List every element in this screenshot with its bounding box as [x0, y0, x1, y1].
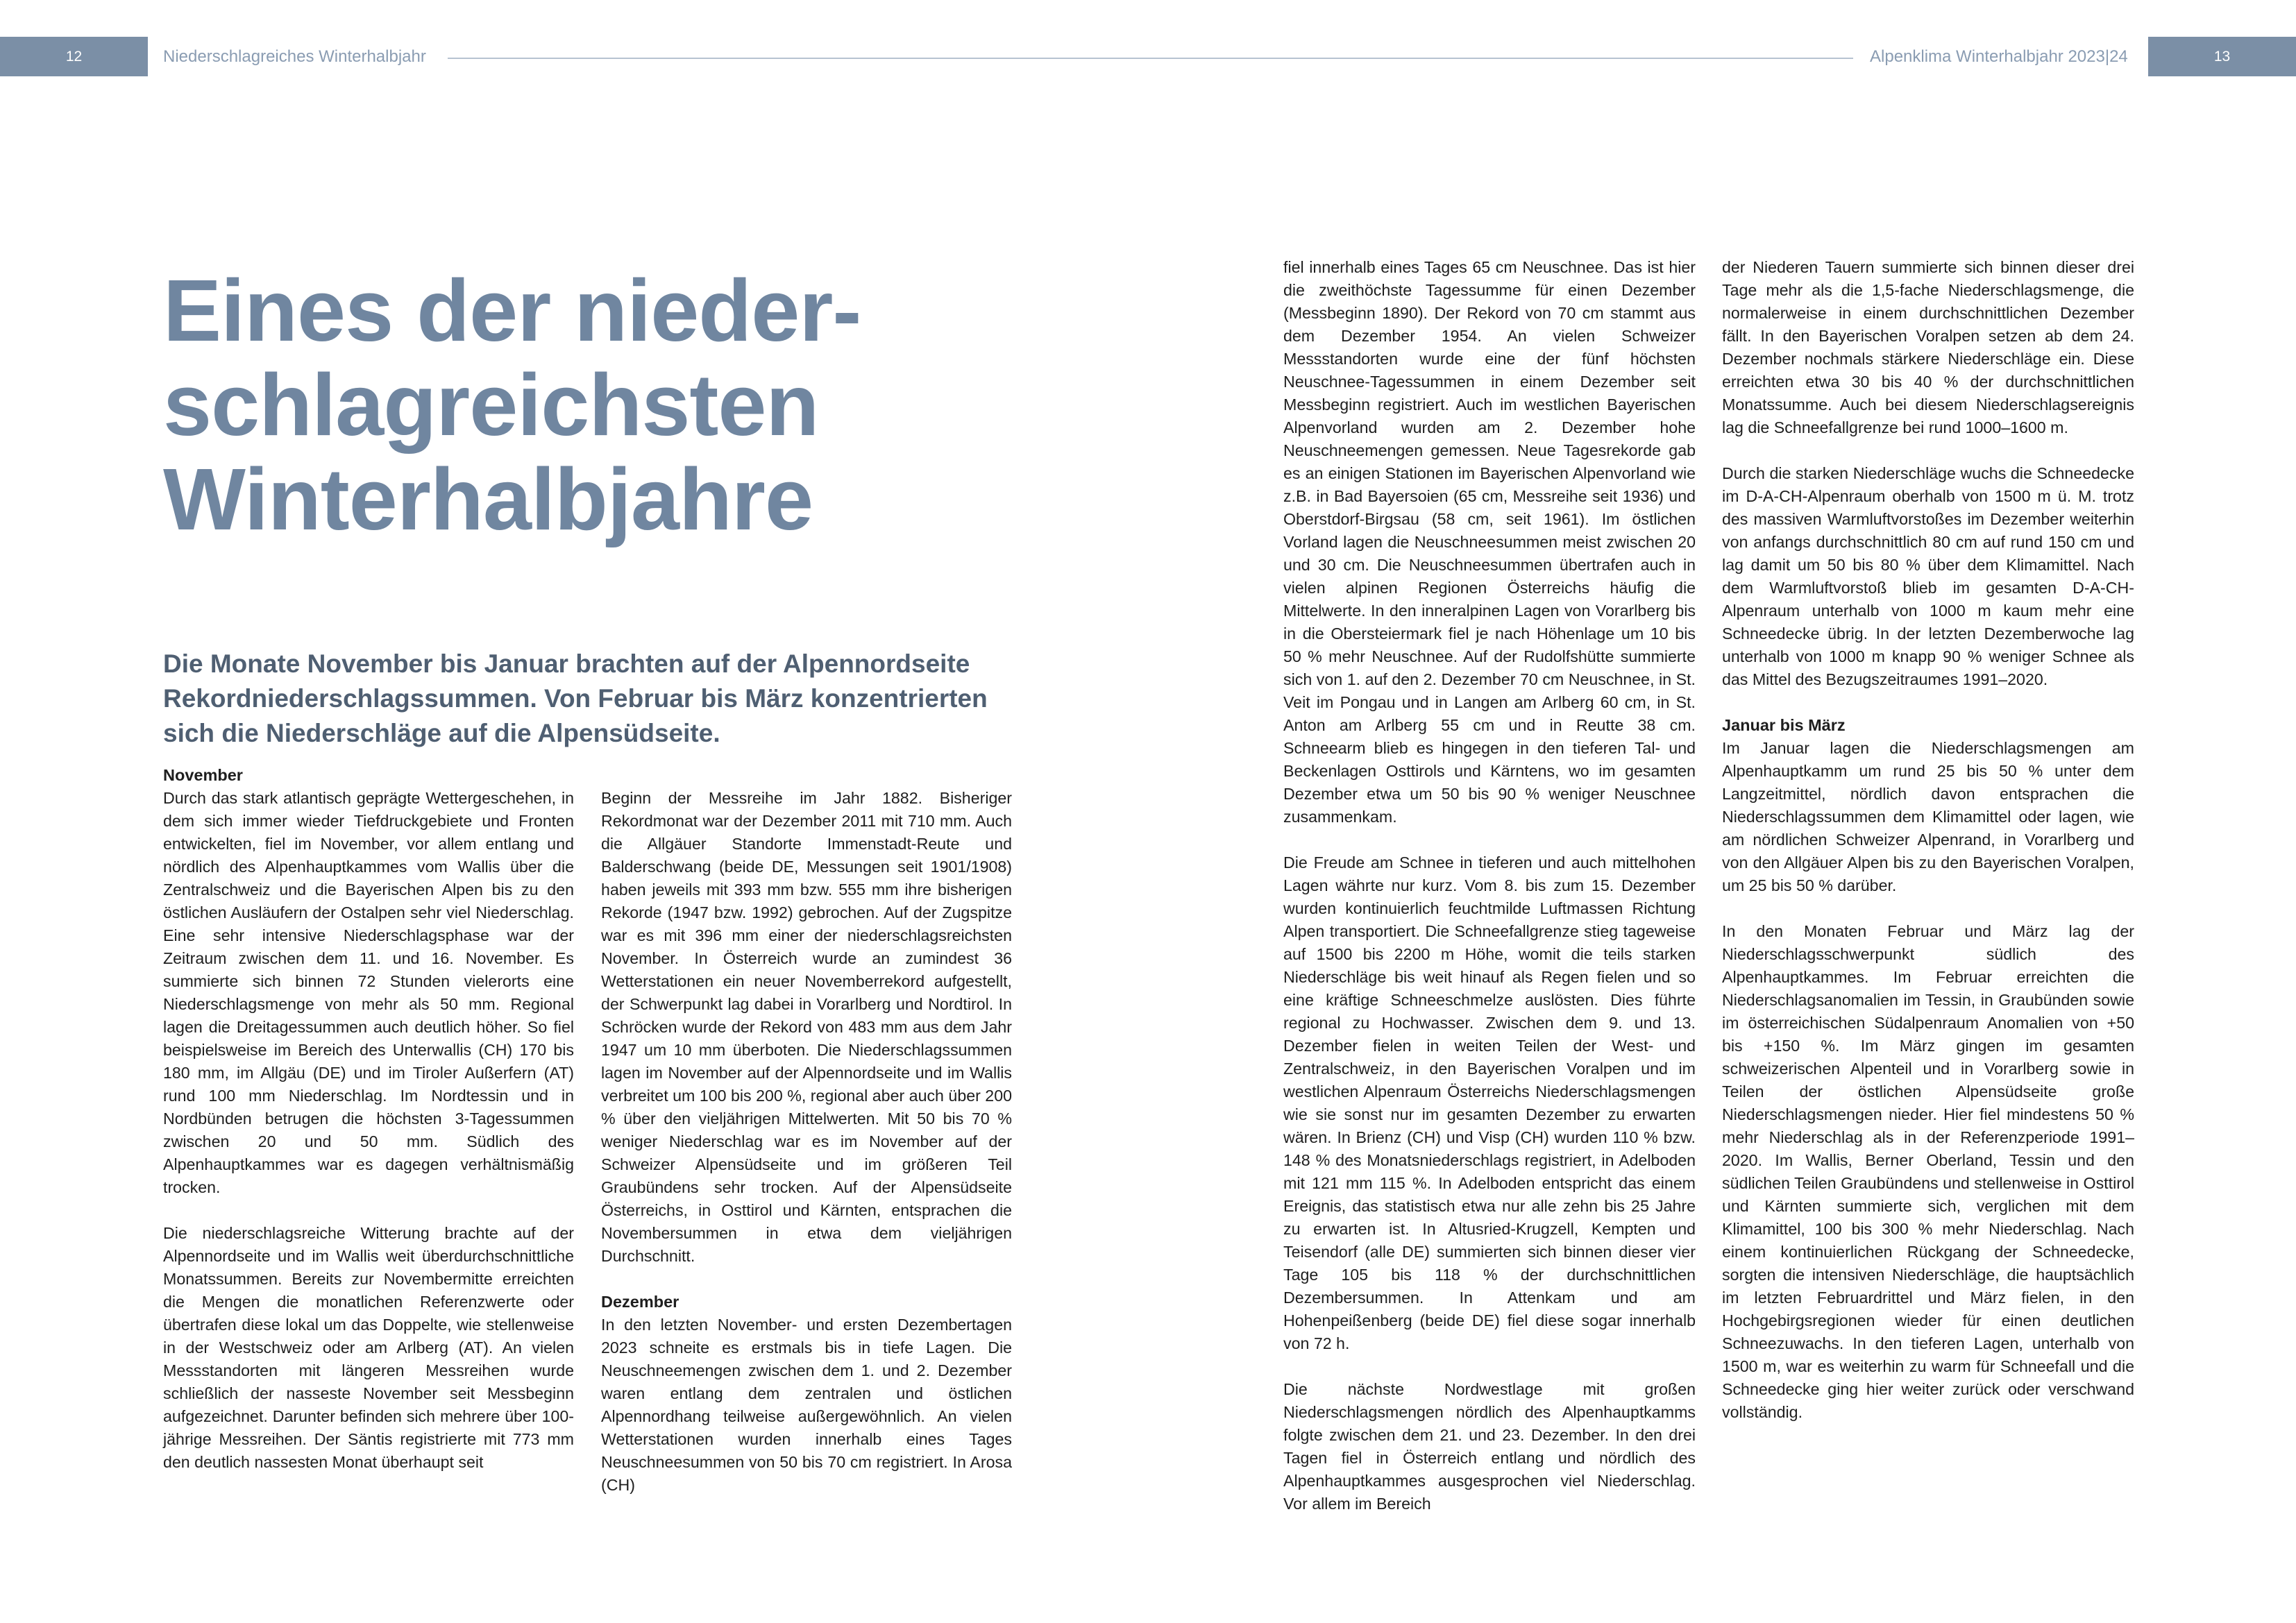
paragraph: In den Monaten Februar und März lag der Niederschlagsschwerpunkt südlich des Alpenhauptkammes. Im Februar erreichten die Niederschlagsanomalien im Tessin, in Graubünden sowie im österreichischen Südalpenraum Anomalien von +50 bis +150 %. Im März gingen im gesamten schweizerischen Alpenteil und in Vorarlberg sowie in Teilen der östlichen Alpensüdseite große Niederschlagsmengen nieder. Hier fiel mindestens 50 % mehr Niederschlag als in der Referenzperiode 1991–2020. Im Wallis, Berner Oberland, Tessin und den südlichen Teilen Graubündens und stellenweise in Osttirol und Kärnten summierte sich, verglichen mit dem Klimamittel, 100 bis 300 % mehr Niederschlag. Nach einem kontinuierlichen Rückgang der Schneedecke, sorgten die intensiven Niederschläge, die hauptsächlich im letzten Februardrittel und März fielen, in den Hochgebirgsregionen wieder für einen deutlichen Schneezuwachs. In den tieferen Lagen, unterhalb von 1500 m, war es weiterhin zu warm für Schneefall und die Schneedecke ging hier weiter zurück oder verschwand vollständig. — [1722, 922, 2134, 1421]
section-heading-november: November — [163, 766, 243, 784]
paragraph: Die niederschlagsreiche Witterung brachte auf der Alpennordseite und im Wallis weit überdurchschnittliche Monatssummen. Bereits zur Novembermitte erreichten die Mengen die monatlichen Referenzwerte oder übertrafen diese lokal um das Doppelte, wie stellenweise in der Westschweiz oder am Arlberg (AT). An vielen Messstandorten mit längeren Messreihen wurde schließlich der nasseste November seit Messbeginn aufgezeichnet. Darunter befinden sich mehrere über 100-jährige Messreihen. Der Säntis registrierte mit 773 mm den deutlich nassesten Monat überhaupt seit — [163, 1224, 574, 1471]
paragraph: Durch die starken Niederschläge wuchs die Schneedecke im D-A-CH-Alpenraum oberhalb von 1500 m ü. M. trotz des massiven Warmluftvorstoßes im Dezember weiterhin von anfangs durchschnittlich 80 cm auf rund 150 cm und lag damit um 50 bis 80 % über dem Klimamittel. Nach dem Warmluftvorstoß blieb im gesamten D-A-CH-Alpenraum unterhalb von 1000 m kaum mehr eine Schneedecke übrig. In der letzten Dezemberwoche lag unterhalb von 1000 m knapp 90 % weniger Schnee als das Mittel des Bezugszeitraumes 1991–2020. — [1722, 464, 2134, 688]
running-header-left: Niederschlagreiches Winterhalbjahr — [163, 47, 426, 66]
paragraph: Im Januar lagen die Niederschlagsmengen am Alpenhauptkamm um rund 25 bis 50 % unter dem Langzeitmittel, nördlich davon entsprachen die Niederschlagssummen dem Klimamittel oder lagen, wie am nördlichen Schweizer Alpenrand, in Vorarlberg und von den Allgäuer Alpen bis zu den Bayerischen Voralpen, um 25 bis 50 % darüber. — [1722, 739, 2134, 894]
lead-paragraph: Die Monate November bis Januar brachten auf der Alpennordseite Rekordniederschlagssummen. Von Februar bis März konzentrierten sich die Niederschläge auf die Alpensüdseite. — [163, 649, 988, 747]
running-header-right: Alpenklima Winterhalbjahr 2023|24 — [1870, 47, 2128, 66]
paragraph: Beginn der Messreihe im Jahr 1882. Bisheriger Rekordmonat war der Dezember 2011 mit 710 mm. Auch die Allgäuer Standorte Immenstadt-Reute und Balderschwang (beide DE, Messungen seit 1901/1908) haben jeweils mit 393 mm bzw. 555 mm ihre bisherigen Rekorde (1947 bzw. 1992) gebrochen. Auf der Zugspitze war es mit 396 mm einer der niederschlagsreichsten November. In Österreich wurde an zumindest 36 Wetterstationen ein neuer Novemberrekord aufgestellt, der Schwerpunkt lag dabei in Vorarlberg und Nordtirol. In Schröcken wurde der Rekord von 483 mm aus dem Jahr 1947 um 10 mm überboten. Die Niederschlagssummen lagen im November auf der Alpennordseite und im Wallis verbreitet um 100 bis 200 %, regional aber auch über 200 % über den vieljährigen Mittelwerten. Mit 50 bis 70 % weniger Niederschlag war es im November auf der Schweizer Alpensüdseite und im größeren Teil Graubündens sehr trocken. Auf der Alpensüdseite Österreichs, in Osttirol und Kärnten, entsprachen die Novembersummen in etwa dem vieljährigen Durchschnitt. — [601, 789, 1012, 1265]
paragraph: der Niederen Tauern summierte sich binnen dieser drei Tage mehr als die 1,5-fache Niederschlagsmenge, die normalerweise in einem durchschnittlichen Dezember fällt. In den Bayerischen Voralpen setzen ab dem 24. Dezember nochmals stärkere Niederschläge ein. Diese erreichten etwa 30 bis 40 % der durchschnittlichen Monatssumme. Auch bei diesem Niederschlagsereignis lag die Schneefallgrenze bei rund 1000–1600 m. — [1722, 258, 2134, 436]
header-rule — [448, 58, 1853, 59]
text-column-3 — [1283, 256, 1696, 1515]
text-column-1 — [163, 764, 574, 1474]
paragraph: In den letzten November- und ersten Dezembertagen 2023 schneite es erstmals bis in tiefe Lagen. Die Neuschneemengen zwischen dem 1. und 2. Dezember waren entlang dem zentralen und östlichen Alpennordhang teilweise außergewöhnlich. An vielen Wetterstationen wurden innerhalb eines Tages Neuschneesummen von 50 bis 70 cm registriert. In Arosa (CH) — [601, 1316, 1012, 1494]
page-number-left: 12 — [0, 37, 148, 76]
section-heading-dezember: Dezember — [601, 1293, 679, 1311]
paragraph: Durch das stark atlantisch geprägte Wettergeschehen, in dem sich immer wieder Tiefdruckgebiete und Fronten entwickelten, fiel im November, vor allem entlang und nördlich des Alpenhauptkammes vom Wallis über die Zentralschweiz und die Bayerischen Alpen bis zu den östlichen Ausläufern der Ostalpen sehr viel Niederschlag. Eine sehr intensive Niederschlagsphase war der Zeitraum zwischen dem 11. und 16. November. Es summierte sich binnen 72 Stunden vielerorts eine Niederschlagsmenge von mehr als 50 mm. Regional lagen die Dreitagessummen auch deutlich höher. So fiel beispielsweise im Bereich des Unterwallis (CH) 170 bis 180 mm, im Allgäu (DE) und im Tiroler Außerfern (AT) rund 100 mm Niederschlag. Im Nordtessin und in Nordbünden betrugen die höchsten 3-Tagessummen zwischen 20 und 50 mm. Südlich des Alpenhauptkammes war es dagegen verhältnismäßig trocken. — [163, 789, 574, 1196]
paragraph: Die nächste Nordwestlage mit großen Niederschlagsmengen nördlich des Alpenhauptkamms folgte zwischen dem 21. und 23. Dezember. In den drei Tagen fiel in Österreich entlang und nördlich des Alpenhauptkammes ausgesprochen viel Niederschlag. Vor allem im Bereich — [1283, 1380, 1696, 1513]
paragraph: fiel innerhalb eines Tages 65 cm Neuschnee. Das ist hier die zweithöchste Tagessumme für einen Dezember (Messbeginn 1890). Der Rekord von 70 cm stammt aus dem Dezember 1954. An vielen Schweizer Messstandorten wurde eine der fünf höchsten Neuschnee-Tagessummen in einem Dezember seit Messbeginn registriert. Auch im westlichen Bayerischen Alpenvorland wurden am 2. Dezember hohe Neuschneemengen gemessen. Neue Tagesrekorde gab es an einigen Stationen im Bayerischen Alpenvorland wie z.B. in Bad Bayersoien (65 cm, Messreihe seit 1936) und Oberstdorf-Birgsau (58 cm, seit 1961). Im östlichen Vorland lagen die Neuschneesummen meist zwischen 20 und 30 cm. Die Neuschneesummen übertrafen auch in vielen alpinen Regionen Österreichs häufig die Mittelwerte. In den inneralpinen Lagen von Vorarlberg bis in die Obersteiermark fiel je nach Höhenlage um 10 bis 50 % mehr Neuschnee. Auf der Rudolfshütte summierte sich von 1. auf den 2. Dezember 70 cm Neuschnee, in St. Veit im Pongau und in Langen am Arlberg 60 cm, in St. Anton am Arlberg 55 cm und in Reutte 38 cm. Schneearm blieb es hingegen in den tieferen Tal- und Beckenlagen Osttirols und Kärntens, wo im gesamten Dezember etwa um 50 bis 90 % weniger Neuschnee zusammenkam. — [1283, 258, 1696, 826]
section-heading-januar-bis-maerz: Januar bis März — [1722, 716, 1846, 734]
text-column-4 — [1722, 256, 2134, 1424]
page-title — [163, 264, 996, 547]
page-number-right: 13 — [2148, 37, 2296, 76]
paragraph: Die Freude am Schnee in tieferen und auch mittelhohen Lagen währte nur kurz. Vom 8. bis zum 15. Dezember wurden kontinuierlich feuchtmilde Luftmassen Richtung Alpen transportiert. Die Schneefallgrenze stieg tageweise auf 1500 bis 2200 m Höhe, womit die teils starken Niederschläge bis weit hinauf als Regen fielen und so eine kräftige Schneeschmelze auslösten. Dies führte regional zu Hochwasser. Zwischen dem 9. und 13. Dezember fielen in weiten Teilen der West- und Zentralschweiz, in den Bayerischen Voralpen und im westlichen Alpenraum Österreichs Niederschlagsmengen wie sie sonst nur im gesamten Dezember zu erwarten wären. In Brienz (CH) und Visp (CH) wurden 110 % bzw. 148 % des Monatsniederschlags registriert, in Adelboden mit 121 mm 115 %. In Adelboden entspricht das einem Ereignis, das statistisch etwa nur alle zehn bis 25 Jahre zu erwarten ist. In Altusried-Krugzell, Kempten und Teisendorf (alle DE) summierten sich binnen dieser vier Tage 105 bis 118 % der durchschnittlichen Dezembersummen. In Attenkam und am Hohenpeißenberg (beide DE) fiel diese sogar innerhalb von 72 h. — [1283, 853, 1696, 1352]
text-column-2 — [601, 787, 1012, 1497]
title-line-2: schlagreichsten — [163, 356, 819, 454]
title-line-3: Winterhalbjahre — [163, 450, 813, 548]
title-line-1: Eines der nieder- — [163, 262, 861, 359]
